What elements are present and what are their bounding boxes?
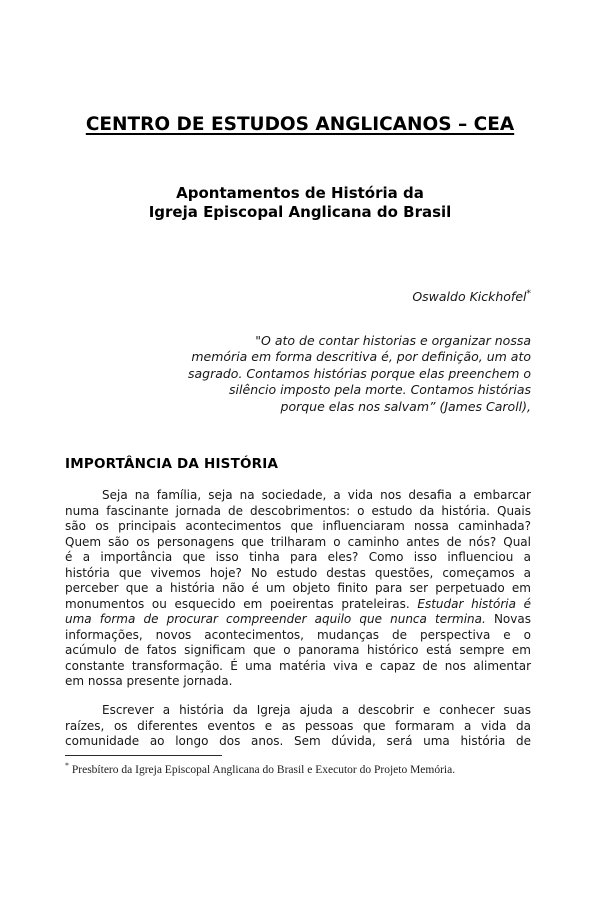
paragraph-1 — [65, 488, 531, 690]
italic-text-segment: uma forma de procurar compreender aquilo que nunca termina. — [65, 612, 486, 626]
text-segment: monumentos ou esquecido em poeirentas prateleiras. — [65, 596, 418, 611]
subtitle-line-2: Igreja Episcopal Anglicana do Brasil — [148, 203, 452, 221]
author-footnote-mark: * — [526, 289, 531, 299]
italic-text-segment: Estudar história é — [417, 596, 532, 611]
paragraph-line — [65, 566, 531, 582]
text-segment: Seja na família, seja na sociedade, a vida nos desafia a embarcar — [102, 488, 531, 502]
paragraph-line — [65, 703, 531, 719]
footnote-body: Presbítero da Igreja Episcopal Anglicana do Brasil e Executor do Projeto Memória. — [69, 763, 456, 776]
text-segment: numa fascinante jornada de descobrimentos: o estudo da história. Quais — [65, 503, 531, 518]
text-segment: comunidade ao longo dos anos. Sem dúvida, será uma história de — [65, 734, 531, 748]
footnote-block — [65, 752, 531, 776]
footnote-mark: * — [65, 761, 69, 770]
document-title — [0, 114, 600, 135]
paragraph-line — [65, 519, 531, 535]
author-line — [65, 289, 531, 304]
paragraph-line — [65, 659, 531, 675]
text-segment: história que vivemos hoje? No estudo destas questões, começamos a — [65, 565, 531, 580]
quote-line: "O ato de contar historias e organizar nossa — [255, 333, 531, 348]
paragraph-line — [65, 488, 531, 504]
text-segment: é a importância que isso tinha para eles? Como isso influenciou a — [65, 550, 531, 564]
text-segment: são os principais acontecimentos que influenciaram nossa caminhada? — [65, 519, 531, 533]
text-segment: Quem são os personagens que trilharam o caminho antes de nós? Qual — [65, 534, 531, 549]
paragraph-line — [65, 674, 531, 690]
paragraph-line — [65, 734, 531, 750]
footnote-separator-rule — [65, 755, 222, 756]
author-name: Oswaldo Kickhofel — [412, 289, 527, 305]
text-segment: acúmulo de fatos significam que o panorama histórico está sempre em — [65, 643, 531, 657]
paragraph-line — [65, 550, 531, 566]
document-subtitle — [0, 184, 600, 222]
paragraph-line — [65, 612, 531, 628]
quote-line: porque elas nos salvam” (James Caroll), — [280, 398, 531, 414]
paragraph-line — [65, 535, 531, 551]
text-segment: constante transformação. É uma matéria viva e capaz de nos alimentar — [65, 658, 531, 673]
section-heading: IMPORTÂNCIA DA HISTÓRIA — [65, 456, 279, 472]
paragraph-2 — [65, 703, 531, 750]
quote-line: sagrado. Contamos histórias porque elas preenchem o — [187, 365, 531, 381]
text-segment: Novas — [485, 612, 531, 626]
paragraph-line — [65, 504, 531, 520]
text-segment: raízes, os diferentes eventos e as pessoas que formaram a vida da — [65, 718, 531, 733]
footnote-text — [65, 761, 531, 776]
quote-line: silêncio imposto pela morte. Contamos histórias — [229, 382, 531, 398]
quote-line: memória em forma descritiva é, por definição, um ato — [191, 349, 531, 365]
text-segment: Escrever a história da Igreja ajuda a descobrir e conhecer suas — [102, 703, 531, 717]
paragraph-line — [65, 628, 531, 644]
text-segment: informações, novos acontecimentos, mudanças de perspectiva e o — [65, 627, 531, 642]
paragraph-line — [65, 581, 531, 597]
text-segment: em nossa presente jornada. — [65, 674, 233, 688]
document-title-text: CENTRO DE ESTUDOS ANGLICANOS – CEA — [85, 114, 515, 135]
subtitle-line-1: Apontamentos de História da — [176, 184, 424, 202]
text-segment: perceber que a história não é um objeto finito para ser perpetuado em — [65, 581, 531, 595]
paragraph-line — [65, 643, 531, 659]
paragraph-line — [65, 597, 531, 613]
quote-block — [65, 333, 531, 415]
paragraph-line — [65, 719, 531, 735]
